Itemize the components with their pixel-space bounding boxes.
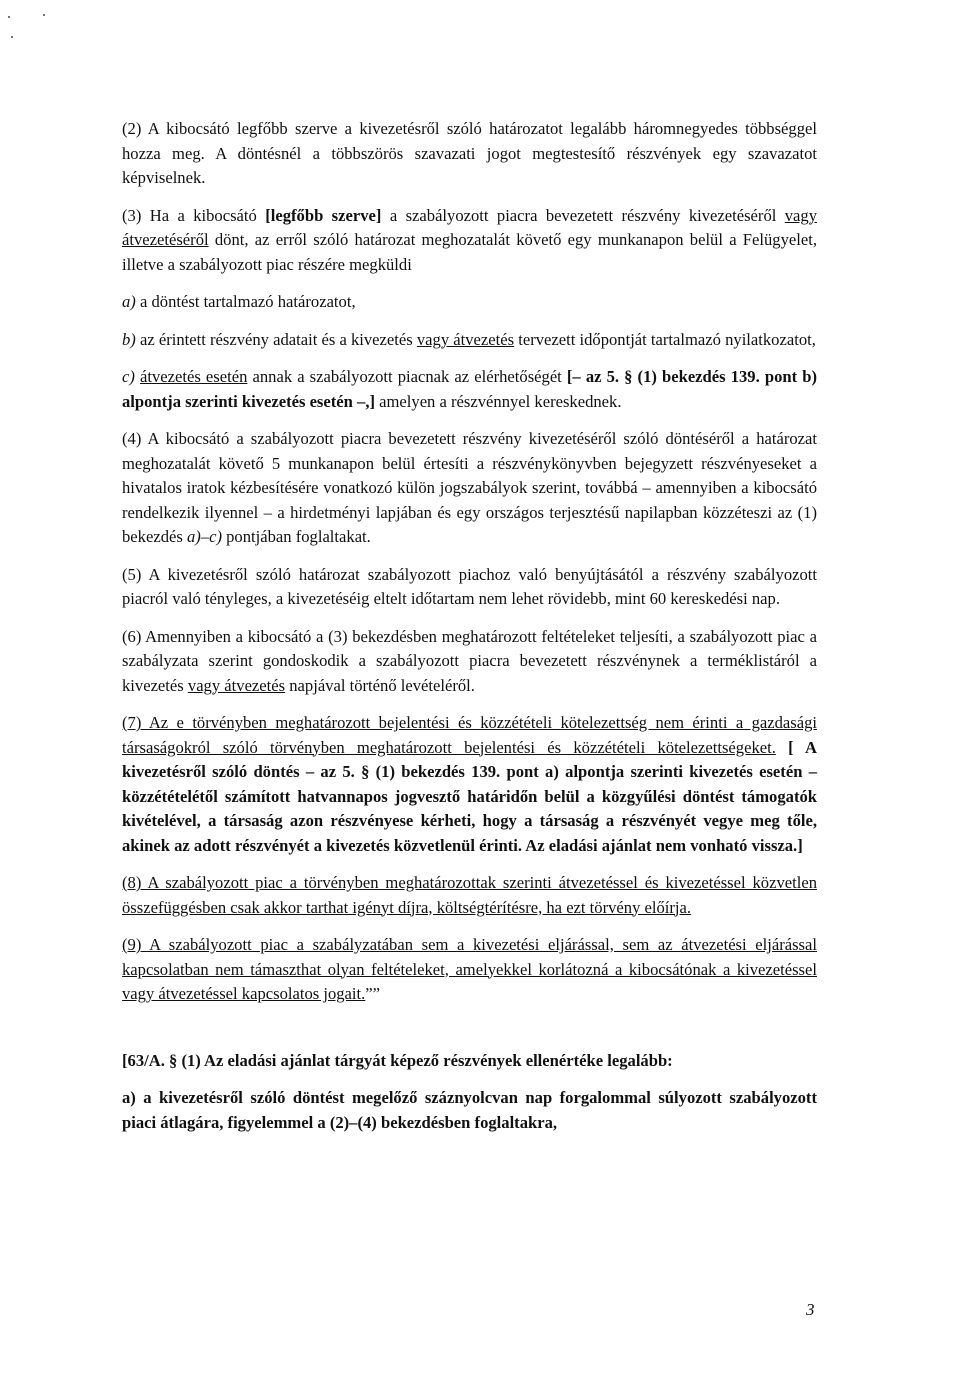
text-run: amelyen a részvénnyel kereskednek.: [375, 391, 622, 411]
point-label: b): [122, 329, 136, 349]
text-run: napjával történő levételéről.: [285, 675, 475, 695]
paragraph-3a: [122, 290, 817, 315]
document-body: [122, 117, 817, 1148]
text-run: dönt, az erről szóló határozat meghozatalát követő egy munkanapon belül a Felügyelet, illetve a szabályozott piac részére megküldi: [122, 230, 817, 274]
bold-run: [– az 5. § (1) bekezdés 139. pont b) alpontja szerinti kivezetés esetén –,]: [122, 367, 817, 411]
point-label: c): [122, 367, 135, 386]
paragraph-9: [122, 933, 817, 1007]
point-label: a): [122, 292, 136, 311]
paragraph-2: (2) A kibocsátó legfőbb szerve a kivezetésről szóló határozatot legalább háromnegyedes többséggel hozza meg. A döntésnél a többszörös szavazati jogot megtestesítő részvények egy szavazatot képviselnek.: [122, 119, 817, 187]
bold-run: [ A kivezetésről szóló döntés – az 5. § (1) bekezdés 139. pont a) alpontja szerinti kivezetés esetén – közzétételétől számított hatvannapos jogvesztő határidőn belül a közgyűlési döntést támogatók kivételével, a társaság azon részvényese kérheti, hogy a társaság a részvényét vegye meg tőle, akinek az adott részvényét a kivezetés közvetlenül érinti. Az eladási ajánlat nem vonható vissza.]: [122, 737, 817, 855]
text-run: pontjában foglaltakat.: [221, 527, 371, 546]
bold-run: [legfőbb szerve]: [265, 205, 382, 225]
text-run: (6) Amennyiben a kibocsátó a (3) bekezdésben meghatározott feltételeket teljesíti, a szabályozott piac a szabályzata szerint gondoskodik a szabályozott piacra bevezetett részvénynek a terméklistáról a kivezetés: [122, 626, 817, 695]
underlined-run: vagy átvezetéséről: [122, 205, 817, 249]
underlined-run: vagy átvezetés: [187, 675, 286, 695]
underlined-run: (9) A szabályozott piac a szabályzatában sem a kivezetési eljárással, sem az átvezetési eljárással kapcsolatban nem támaszthat olyan feltételeket, amelyekkel korlátozná a kibocsátónak a kivezetéssel vagy átvezetéssel kapcsolatos jogait.: [122, 935, 817, 1003]
text-run: [776, 738, 788, 757]
section-63a-point-a: a) a kivezetésről szóló döntést megelőző száznyolcvan nap forgalommal súlyozott szabályozott piaci átlagára, figyelemmel a (2)–(4) bekezdésben foglaltakra,: [122, 1088, 817, 1132]
page-number: 3: [806, 1300, 815, 1319]
text-run: (3) Ha a kibocsátó: [122, 205, 266, 225]
scan-speck: [8, 16, 10, 18]
paragraph-3: [122, 204, 817, 278]
paragraph-5: (5) A kivezetésről szóló határozat szabályozott piachoz való benyújtásától a részvény szabályozott piacról való tényleges, a kivezetéséig eltelt időtartam nem lehet rövidebb, mint 60 kereskedési nap.: [122, 564, 817, 608]
italic-run: a)–c): [186, 527, 222, 546]
underlined-run: átvezetés esetén: [140, 367, 248, 386]
text-run: az érintett részvény adatait és a kivezetés: [135, 329, 417, 349]
paragraph-7: [122, 711, 817, 858]
section-63a-heading: [63/A. § (1) Az eladási ajánlat tárgyát képező részvények ellenértéke legalább:: [122, 1050, 673, 1070]
scan-speck: [11, 36, 13, 38]
paragraph-4: [122, 427, 817, 550]
paragraph-8: (8) A szabályozott piac a törvényben meghatározottak szerinti átvezetéssel és kivezetéssel közvetlen összefüggésben csak akkor tarthat igényt díjra, költségtérítésre, ha ezt törvény előírja.: [122, 873, 817, 917]
text-run: (4) A kibocsátó a szabályozott piacra bevezetett részvény kivezetéséről szóló döntéséről a határozat meghozatalát követő 5 munkanapon belül értesíti a részvénykönyvben bejegyzett részvényeseket a hivatalos iratok kézbesítésére vonatkozó külön jogszabályok szerint, továbbá – amennyiben a kibocsátó rendelkezik ilyennel – a hirdetményi lapjában és egy országos terjesztésű napilapban közzéteszi az (1) bekezdés: [122, 429, 817, 546]
text-run: a döntést tartalmazó határozatot,: [135, 292, 356, 311]
text-run: tervezett időpontját tartalmazó nyilatkozatot,: [514, 329, 816, 349]
scan-speck: [43, 14, 45, 16]
underlined-run: (7) Az e törvényben meghatározott bejelentési és közzétételi kötelezettség nem érinti a gazdasági társaságokról szóló törvényben meghatározott bejelentési és közzétételi kötelezettségeket.: [122, 713, 817, 757]
underlined-run: vagy átvezetés: [416, 329, 515, 349]
paragraph-3c: [122, 365, 817, 414]
text-run: annak a szabályozott piacnak az elérhetőségét: [247, 367, 567, 386]
text-run: a szabályozott piacra bevezetett részvény kivezetéséről: [381, 205, 785, 225]
text-run: ””: [365, 984, 381, 1003]
paragraph-6: [122, 625, 817, 699]
paragraph-3b: [122, 328, 817, 353]
